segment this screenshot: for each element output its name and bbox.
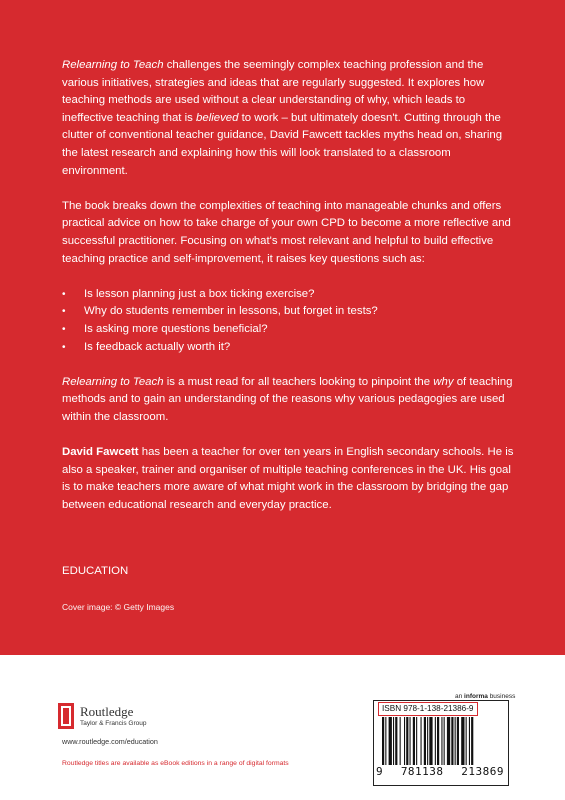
informa-business-tag (455, 693, 515, 700)
isbn-digit-group: 9 (376, 765, 384, 778)
question-item: • Why do students remember in lessons, but forget in tests? (62, 303, 514, 321)
barcode-box (373, 700, 509, 786)
category-label: EDUCATION (62, 565, 129, 577)
cover-image-credit: Cover image: © Getty Images (62, 602, 175, 612)
publisher-logo (58, 703, 258, 729)
book-title-italic: Relearning to Teach (62, 375, 164, 388)
question-item: • Is asking more questions beneficial? (62, 321, 514, 339)
barcode-icon (380, 717, 502, 767)
publisher-url: www.routledge.com/education (62, 737, 158, 746)
blurb-text: to work – but ultimately doesn't. Cutting through the clutter of conventional teacher guidance, David Fawcett tackles myths head on, sharing the latest research and explaining how this will look translated to a classroom environment. (62, 111, 503, 177)
blurb-text: is a must read for all teachers looking to pinpoint the (163, 375, 434, 388)
informa-prefix: an (455, 693, 465, 700)
blurb-paragraph-2: The book breaks down the complexities of teaching into manageable chunks and offers practical advice on how to take charge of your own CPD to become a more reflective and successful practitioner. Focusing on what's most relevant and helpful to build effective teaching practice and self-improvement, it raises key questions such as: (62, 199, 511, 265)
publisher-group: Taylor & Francis Group (80, 720, 147, 727)
blurb-text: challenges the seemingly complex teaching profession and the various initiatives, strategies and ideas that are regularly suggested. It explores how teaching methods are used without a clear understanding of why, which leads to ineffective teaching that is (62, 59, 485, 124)
publisher-name: Routledge (80, 704, 134, 719)
emphasis-why: why (433, 375, 454, 388)
question-item: • Is lesson planning just a box ticking exercise? (62, 286, 514, 304)
isbn-digits (376, 765, 504, 778)
emphasis-believed: believed (196, 111, 239, 124)
author-name: David Fawcett (62, 446, 139, 459)
book-title-italic: Relearning to Teach (62, 59, 164, 71)
question-list (62, 286, 514, 356)
author-bio-text: has been a teacher for over ten years in English secondary schools. He is also a speaker, trainer and organiser of multiple teaching conferences in the UK. His goal is to make teachers more aware of what might work in the classroom by bridging the gap between educational research and everyday practice. (62, 446, 514, 511)
author-bio (62, 444, 514, 514)
isbn-digit-group: 781138 (400, 765, 444, 778)
question-item: • Is feedback actually worth it? (62, 339, 514, 357)
blurb-paragraph-1 (62, 57, 514, 180)
isbn-label: ISBN 978-1-138-21386-9 (378, 702, 478, 716)
ebook-note: Routledge titles are available as eBook editions in a range of digital formats (62, 760, 289, 767)
informa-brand: informa (464, 693, 488, 700)
routledge-logo-icon (58, 703, 74, 729)
blurb (62, 57, 514, 532)
blurb-paragraph-3 (62, 374, 514, 427)
informa-suffix: business (487, 693, 516, 700)
blurb-text: of teaching methods and to gain an understanding of the reasons why various pedagogies are used within the classroom. (62, 375, 513, 423)
isbn-digit-group: 213869 (461, 765, 504, 778)
